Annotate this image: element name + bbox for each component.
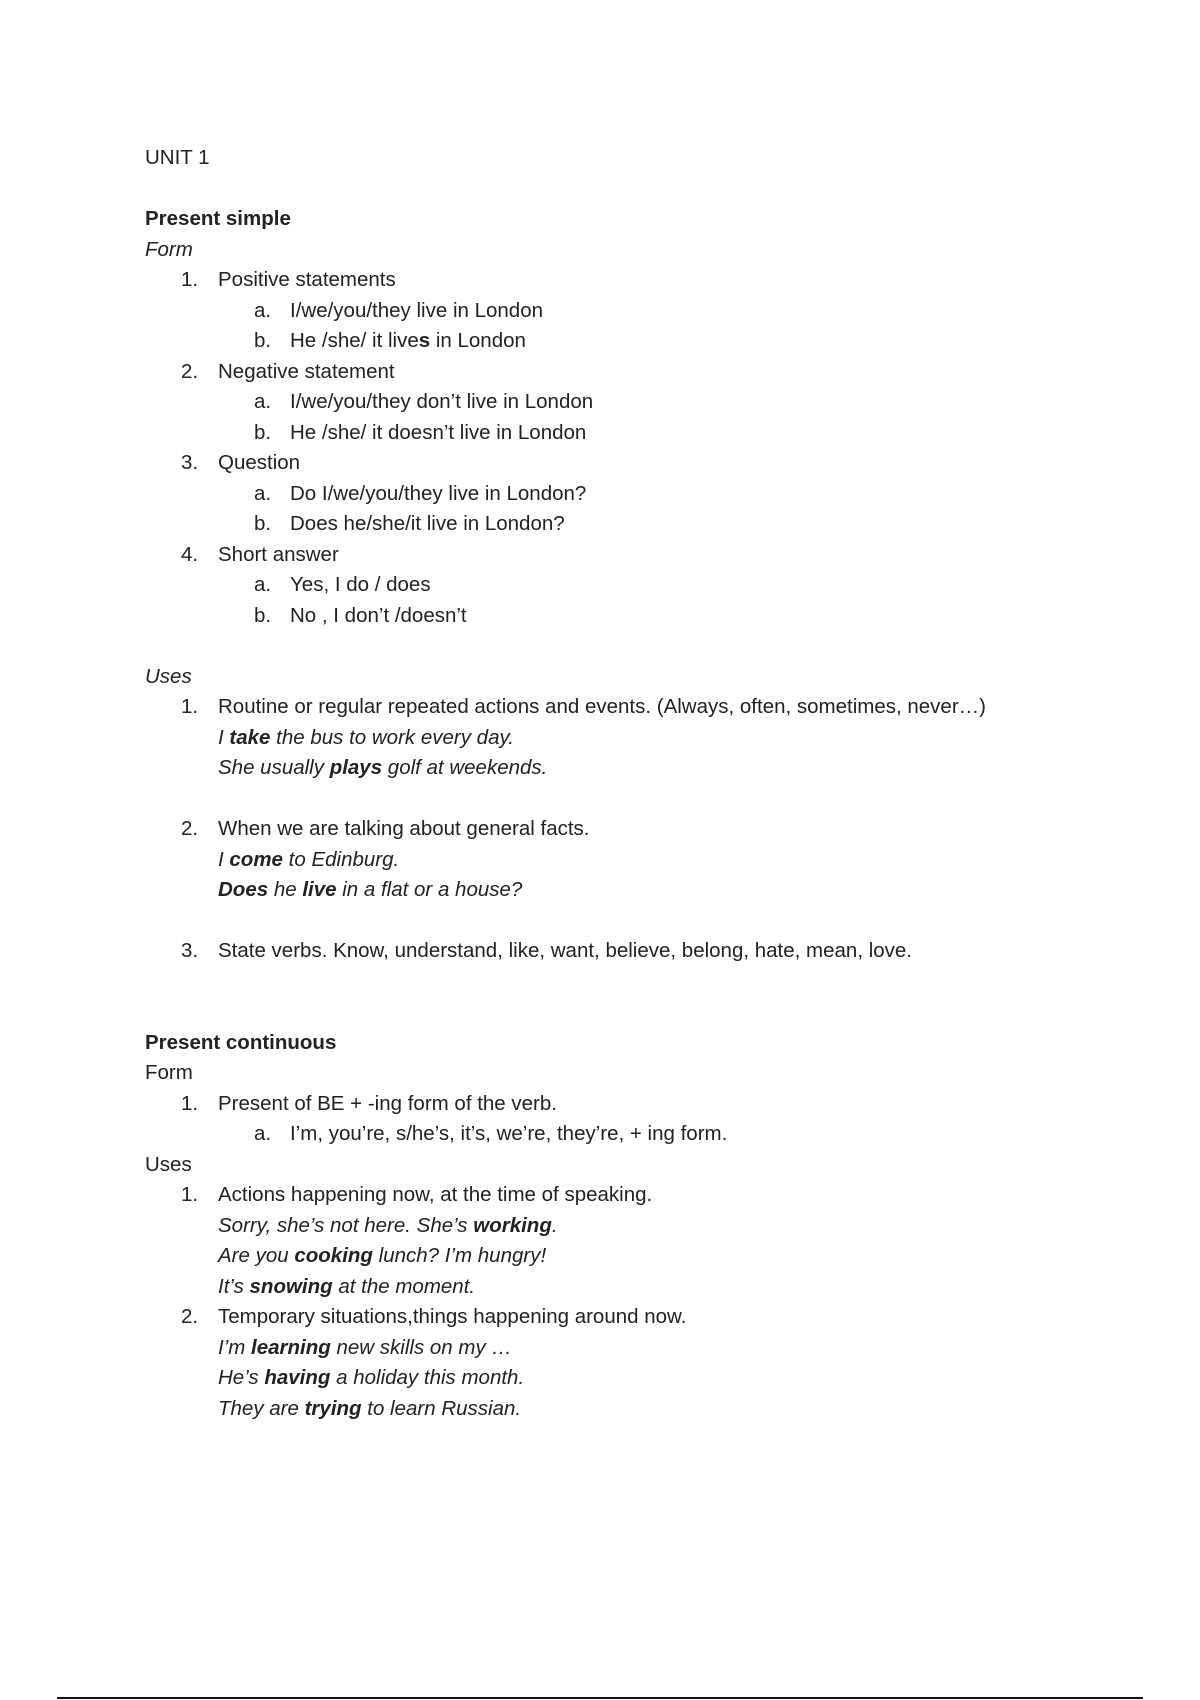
example-text: .	[551, 1213, 558, 1237]
uses-label: Uses	[145, 664, 192, 688]
example-sentence	[145, 1333, 1145, 1364]
emphasized-verb: having	[264, 1366, 331, 1389]
example-text: golf at weekends.	[382, 756, 548, 779]
sub-item	[145, 1119, 1145, 1150]
emphasized-verb: cooking	[294, 1244, 373, 1267]
sub-item-text: Yes, I do / does	[290, 573, 431, 596]
uses-item	[145, 692, 1145, 723]
list-letter: a.	[254, 390, 272, 413]
emphasized-verb: plays	[329, 756, 383, 779]
list-item-text: Positive statements	[218, 268, 396, 291]
spacer	[145, 784, 1145, 815]
bold-suffix: s	[418, 329, 431, 352]
form-label: Form	[145, 1061, 193, 1084]
example-text: to learn Russian.	[361, 1396, 522, 1420]
list-item-text: Routine or regular repeated actions and events. (Always, often, sometimes, never…)	[218, 695, 986, 718]
example-text: to Edinburg.	[282, 847, 400, 871]
example-sentence	[145, 845, 1145, 876]
example-text: It’s	[218, 1274, 250, 1298]
list-letter: b.	[254, 329, 272, 352]
section-heading-present-continuous: Present continuous	[145, 1030, 337, 1054]
sub-item-text: He /she/ it live	[290, 329, 419, 352]
sub-item-text: He /she/ it doesn’t live in London	[290, 420, 587, 444]
list-number: 2.	[181, 817, 199, 840]
example-sentence	[145, 723, 1145, 754]
emphasized-verb: come	[229, 847, 283, 871]
list-item-text: Question	[218, 451, 301, 474]
example-text: in a flat or a house?	[336, 878, 523, 901]
example-text: the bus to work every day.	[270, 725, 514, 749]
emphasized-verb: learning	[251, 1335, 331, 1359]
example-text: She usually	[218, 756, 330, 779]
example-sentence	[145, 1211, 1145, 1242]
example-sentence	[145, 1272, 1145, 1303]
spacer	[145, 906, 1145, 937]
list-number: 2.	[181, 359, 199, 383]
list-item-text: State verbs. Know, understand, like, want, believe, belong, hate, mean, love.	[218, 939, 913, 962]
list-number: 3.	[181, 939, 199, 962]
document-content	[145, 204, 1145, 1424]
form-item	[145, 1089, 1145, 1120]
emphasized-verb: working	[473, 1213, 552, 1237]
list-letter: b.	[254, 512, 272, 535]
uses-item	[145, 936, 1145, 967]
list-item-text: When we are talking about general facts.	[218, 817, 590, 840]
example-sentence	[145, 875, 1145, 906]
example-sentence	[145, 1363, 1145, 1394]
example-text: Are you	[218, 1244, 295, 1267]
list-letter: a.	[254, 573, 272, 596]
example-text: a holiday this month.	[330, 1366, 525, 1389]
example-text: new skills on my …	[330, 1335, 512, 1359]
form-item	[145, 265, 1145, 296]
list-letter: a.	[254, 481, 272, 505]
example-text: He’s	[218, 1366, 265, 1389]
example-text: I	[218, 847, 230, 871]
sub-item	[145, 387, 1145, 418]
uses-item	[145, 1180, 1145, 1211]
list-item-text: Temporary situations,things happening around now.	[218, 1305, 687, 1328]
example-text: lunch? I’m hungry!	[372, 1244, 547, 1267]
sub-item-text: I/we/you/they live in London	[290, 298, 543, 322]
sub-item-text: Does he/she/it live in London?	[290, 512, 565, 535]
list-item-text: Actions happening now, at the time of speaking.	[218, 1183, 653, 1206]
list-letter: a.	[254, 298, 272, 322]
example-text: Sorry, she’s not here. She’s	[218, 1213, 474, 1237]
example-text: I	[218, 725, 230, 749]
uses-label: Uses	[145, 1152, 192, 1176]
list-letter: b.	[254, 603, 272, 627]
example-text: he	[268, 878, 303, 901]
list-number: 3.	[181, 451, 199, 474]
list-item-text: Present of BE + -ing form of the verb.	[218, 1091, 557, 1115]
list-number: 1.	[181, 1091, 199, 1115]
sub-item	[145, 509, 1145, 540]
sub-item	[145, 296, 1145, 327]
section-heading-present-simple: Present simple	[145, 207, 291, 230]
example-text: They are	[218, 1396, 305, 1420]
uses-item	[145, 1302, 1145, 1333]
uses-item	[145, 814, 1145, 845]
example-text: I’m	[218, 1335, 252, 1359]
example-sentence	[145, 1394, 1145, 1425]
example-sentence	[145, 753, 1145, 784]
sub-item	[145, 601, 1145, 632]
example-text: at the moment.	[332, 1274, 476, 1298]
sub-item	[145, 418, 1145, 449]
sub-item-text: Do I/we/you/they live in London?	[290, 481, 587, 505]
unit-title: UNIT 1	[145, 146, 210, 169]
list-number: 1.	[181, 1183, 199, 1206]
list-item-text: Short answer	[218, 542, 339, 566]
list-number: 1.	[181, 268, 199, 291]
list-number: 2.	[181, 1305, 199, 1328]
list-letter: a.	[254, 1122, 272, 1145]
sub-item-text: No , I don’t /doesn’t	[290, 603, 467, 627]
emphasized-verb: trying	[304, 1396, 362, 1420]
sub-item-text: I’m, you’re, s/he’s, it’s, we’re, they’re, + ing form.	[290, 1122, 728, 1145]
example-sentence	[145, 1241, 1145, 1272]
form-item	[145, 540, 1145, 571]
sub-item	[145, 479, 1145, 510]
spacer	[145, 967, 1145, 1028]
emphasized-verb: live	[302, 878, 337, 901]
emphasized-verb: take	[229, 725, 271, 749]
list-letter: b.	[254, 420, 272, 444]
emphasized-verb: Does	[218, 878, 269, 901]
list-number: 4.	[181, 542, 199, 566]
form-item	[145, 357, 1145, 388]
form-label: Form	[145, 237, 193, 261]
sub-item	[145, 326, 1145, 357]
spacer	[145, 631, 1145, 662]
list-item-text: Negative statement	[218, 359, 395, 383]
footer-rule	[57, 1697, 1143, 1699]
list-number: 1.	[181, 695, 199, 718]
sub-item	[145, 570, 1145, 601]
sub-item-text: in London	[430, 329, 526, 352]
emphasized-verb: snowing	[249, 1274, 333, 1298]
sub-item-text: I/we/you/they don’t live in London	[290, 390, 594, 413]
form-item	[145, 448, 1145, 479]
